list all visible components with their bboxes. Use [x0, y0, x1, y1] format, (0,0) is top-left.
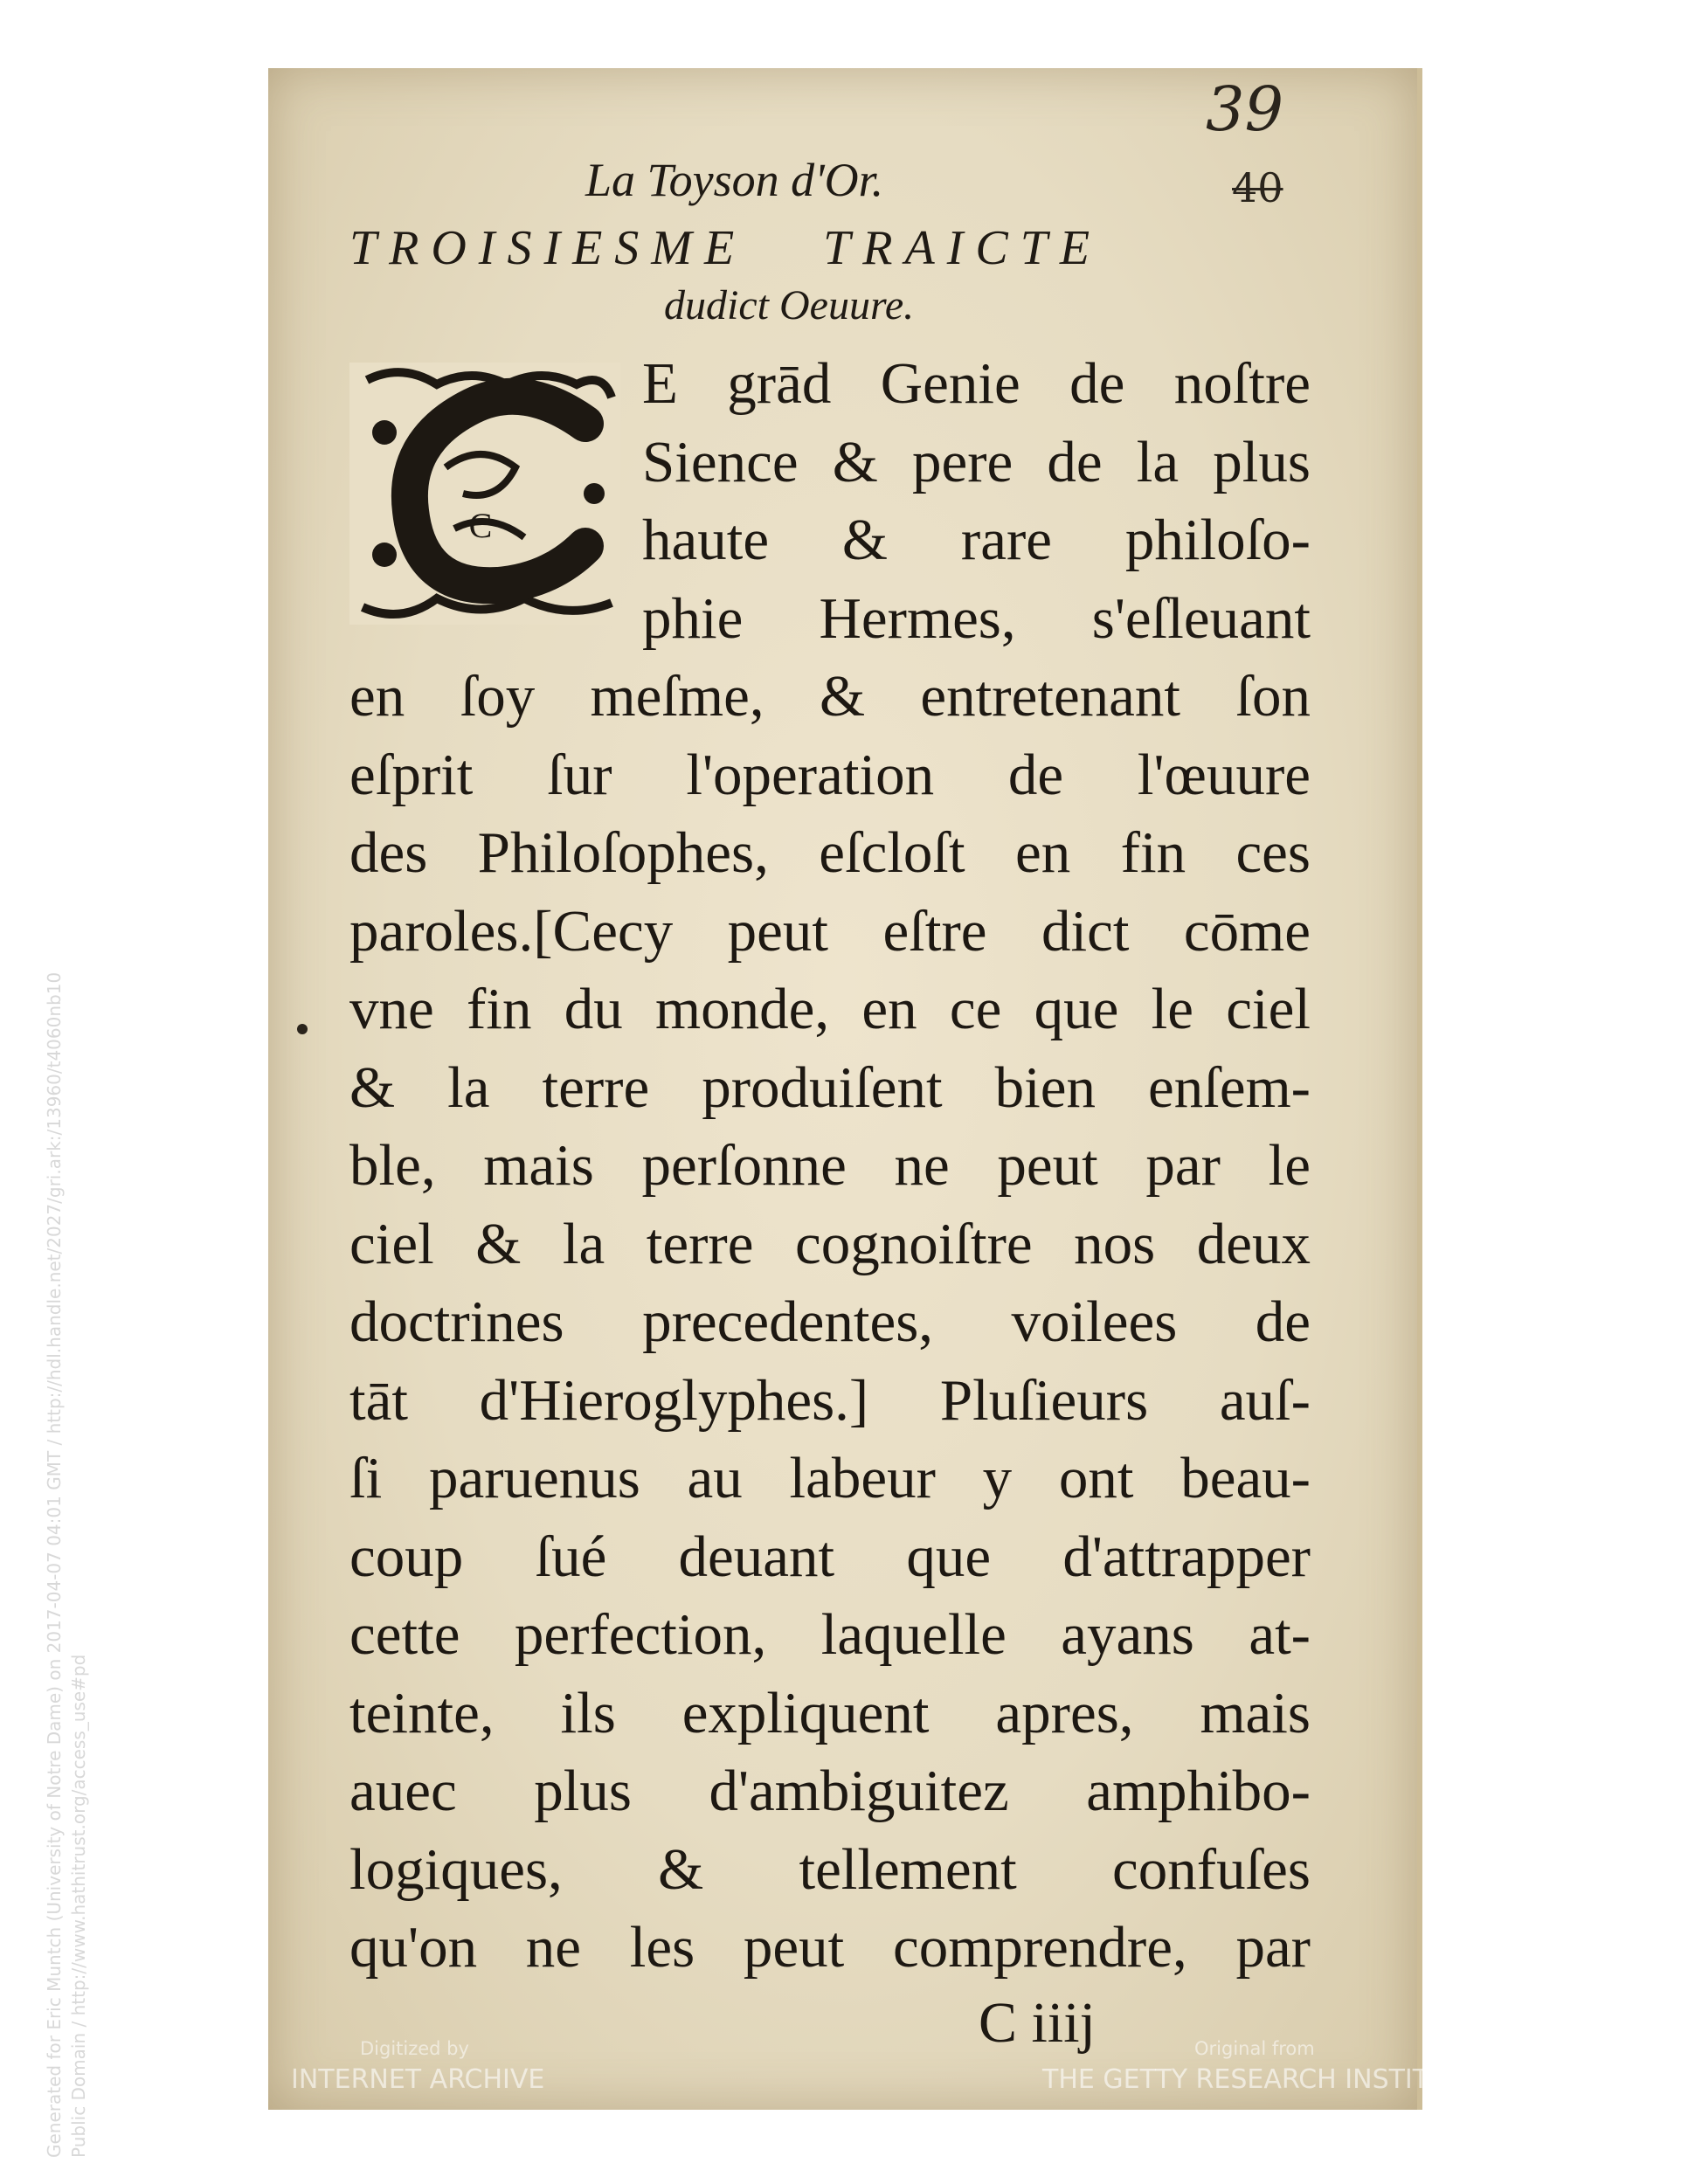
text-line: en ſoy meſme, & entretenant ſon: [349, 664, 1311, 729]
text-line: & la terre produiſent bien enſem-: [349, 1054, 1311, 1120]
text-line: vne fin du monde, en ce que le ciel: [349, 977, 1311, 1041]
text-line: logiques, & tellement confuſes: [349, 1836, 1311, 1902]
initial-letter: C: [468, 506, 493, 545]
text-line: paroles.[Cecy peut eſtre dict cōme: [349, 898, 1311, 964]
text-line: auec plus d'ambiguitez amphibo-: [349, 1759, 1311, 1823]
text-line: coup ſué deuant que d'attrapper: [349, 1524, 1311, 1589]
text-line: phie Hermes, s'eſleuant: [642, 585, 1311, 651]
text-line: eſprit ſur l'operation de l'œuure: [349, 742, 1311, 807]
body-text: [349, 345, 1311, 1987]
chapter-title: TROISIESME TRAICTE: [349, 221, 1103, 275]
provenance-line-1: Generated for Eric Muntch (University of Notre Dame) on 2017-04-07 04:01 GMT / http://hdl.handle.net/2027/gri.ark:/13960/t4060nb10: [44, 971, 65, 2158]
text-line: Sience & pere de la plus: [642, 429, 1311, 494]
signature-mark: C iiij: [979, 1991, 1096, 2055]
side-provenance-note: [42, 972, 91, 2158]
chapter-subtitle: dudict Oeuure.: [664, 282, 915, 328]
text-line: ciel & la terre cognoiſtre nos deux: [349, 1211, 1311, 1276]
provenance-line-2: Public Domain / http://www.hathitrust.org/access_use#pd: [68, 1654, 89, 2158]
running-head: La Toyson d'Or.: [585, 154, 884, 206]
text-line: des Philoſophes, eſcloſt en fin ces: [349, 820, 1311, 885]
text-line: haute & rare philoſo-: [642, 508, 1311, 572]
text-line: E grād Genie de noſtre: [642, 351, 1311, 416]
watermark-digitized-label: Digitized by: [360, 2038, 469, 2059]
text-line: cette perfection, laquelle ayans at-: [349, 1602, 1311, 1667]
watermark-getty: THE GETTY RESEARCH INSTITUTE: [1042, 2064, 1481, 2095]
watermark-internet-archive: INTERNET ARCHIVE: [291, 2064, 545, 2095]
watermark-original-label: Original from: [1194, 2038, 1315, 2059]
text-line: teinte, ils expliquent apres, mais: [349, 1680, 1311, 1745]
text-line: ble, mais perſonne ne peut par le: [349, 1133, 1311, 1198]
text-line: doctrines precedentes, voilees de: [349, 1289, 1311, 1354]
text-line: tāt d'Hieroglyphes.] Pluſieurs auſ-: [349, 1367, 1311, 1433]
text-line: qu'on ne les peut comprendre, par: [349, 1915, 1311, 1980]
text-line: ſi paruenus au labeur y ont beau-: [349, 1446, 1311, 1510]
struck-folio-number: 40: [1232, 164, 1283, 211]
folio-number: 39: [1206, 73, 1284, 145]
margin-mark: [297, 1024, 308, 1034]
